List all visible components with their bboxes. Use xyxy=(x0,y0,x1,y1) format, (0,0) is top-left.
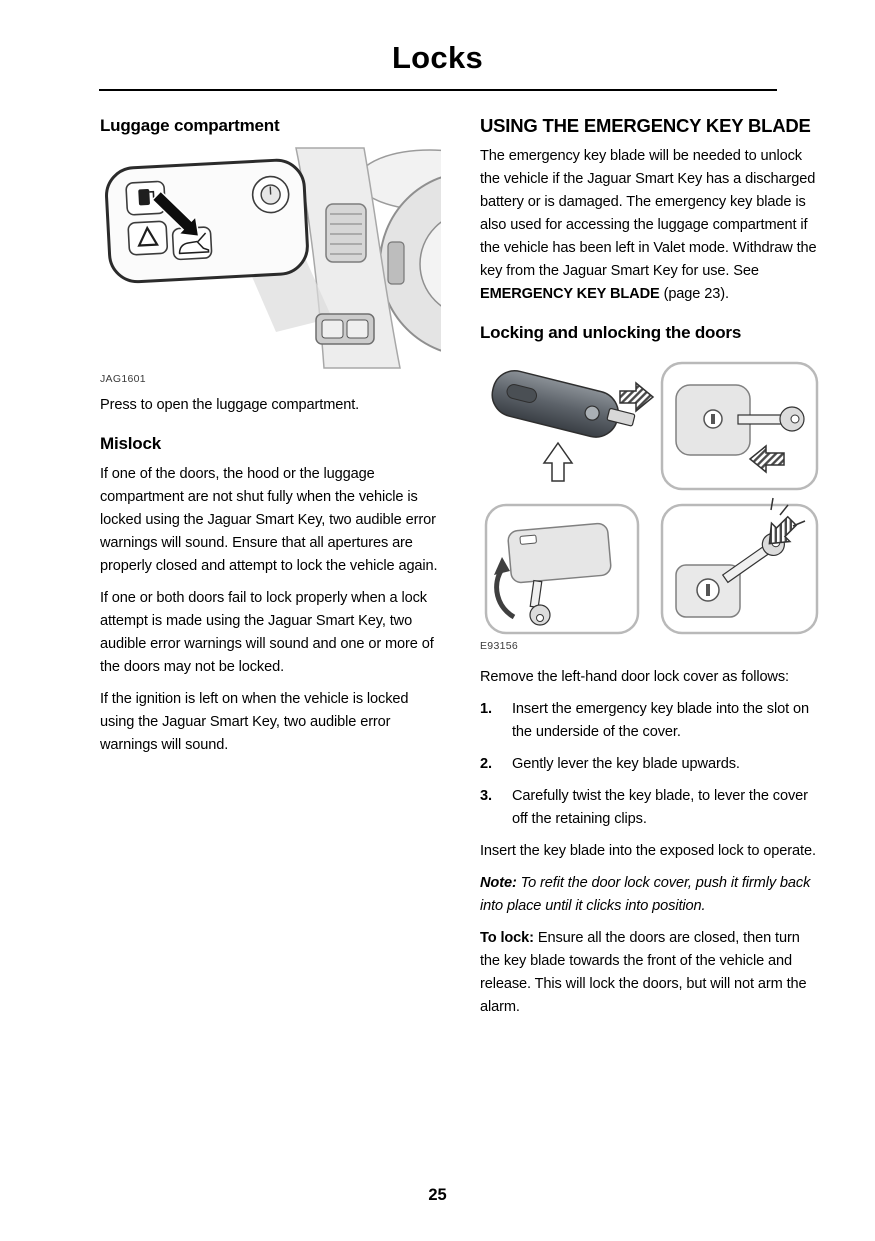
page-number: 25 xyxy=(428,1186,447,1204)
to-lock-text: Ensure all the doors are closed, then turn the key blade towards the front of the vehicle and release. This will lock the doors, but will not arm the alarm. xyxy=(480,930,807,1015)
title-divider xyxy=(99,89,777,91)
step-text: Insert the emergency key blade into the slot on the underside of the cover. xyxy=(512,701,809,740)
door-lock-cover xyxy=(507,523,611,584)
luggage-compartment-illustration xyxy=(100,146,441,370)
step-number: 1. xyxy=(480,701,492,717)
intro-text: The emergency key blade will be needed to unlock the vehicle if the Jaguar Smart Key has a discharged battery or is damaged. The emergency key blade is also used for accessing the luggage compartment if the vehicle has been left in Valet mode. Withdraw the key from the Jaguar Smart Key for use. See xyxy=(480,148,817,279)
air-vent-shape xyxy=(326,204,366,262)
instruction-list xyxy=(480,698,821,831)
intro-bold-reference: EMERGENCY KEY BLADE xyxy=(480,286,660,302)
note-paragraph xyxy=(480,872,821,918)
figure-label: JAG1601 xyxy=(100,373,146,385)
withdraw-arrow-icon xyxy=(620,383,653,411)
page-title: Locks xyxy=(391,40,484,75)
intro-paragraph xyxy=(480,145,821,306)
left-column xyxy=(100,115,441,1028)
heading-using-emergency-key-blade: USING THE EMERGENCY KEY BLADE xyxy=(480,115,811,136)
insert-operate-text: Insert the key blade into the exposed lock to operate. xyxy=(480,843,816,859)
to-lock-label: To lock: xyxy=(480,930,534,946)
step-number: 2. xyxy=(480,756,492,772)
note-text: To refit the door lock cover, push it firmly back into place until it clicks into position. xyxy=(480,875,811,914)
intro-page-reference: (page 23). xyxy=(659,286,729,302)
right-column xyxy=(480,115,821,1028)
panel-lever-cover xyxy=(486,505,638,633)
remove-intro: Remove the left-hand door lock cover as follows: xyxy=(480,669,789,685)
list-item xyxy=(480,698,821,744)
up-arrow-icon xyxy=(544,443,572,481)
key-blade-usage-illustration xyxy=(480,359,821,637)
step-number: 3. xyxy=(480,788,492,804)
switch-panel-callout xyxy=(105,159,309,283)
heading-mislock: Mislock xyxy=(100,434,161,453)
note-label: Note: xyxy=(480,875,517,891)
figure-luggage-switch xyxy=(100,146,441,385)
mislock-paragraph: If the ignition is left on when the vehicle is locked using the Jaguar Smart Key, two audible error warnings will sound. xyxy=(100,691,409,753)
to-lock-paragraph xyxy=(480,927,821,1019)
step-text: Carefully twist the key blade, to lever the cover off the retaining clips. xyxy=(512,788,808,827)
key-blade xyxy=(738,415,784,424)
luggage-caption: Press to open the luggage compartment. xyxy=(100,397,360,413)
step-text: Gently lever the key blade upwards. xyxy=(512,756,740,772)
figure-key-blade xyxy=(480,359,821,652)
smart-key-fob xyxy=(488,366,639,445)
figure-label: E93156 xyxy=(480,640,519,652)
panel-turn-lock xyxy=(662,498,817,633)
hazard-button-icon xyxy=(128,221,168,255)
heading-luggage-compartment: Luggage compartment xyxy=(100,116,280,135)
list-item xyxy=(480,785,821,831)
panel-insert-key xyxy=(662,363,817,489)
heading-locking-unlocking-doors: Locking and unlocking the doors xyxy=(480,323,742,342)
mislock-paragraph: If one or both doors fail to lock properly when a lock attempt is made using the Jaguar Smart Key, two audible error warnings will sound and one or more of the doors may not be locked. xyxy=(100,590,434,675)
mislock-paragraph: If one of the doors, the hood or the luggage compartment are not shut fully when the vehicle is locked using the Jaguar Smart Key, two audible error warnings will sound. Ensure that all apertures are properly closed and attempt to lock the vehicle again. xyxy=(100,466,438,574)
content-columns xyxy=(0,115,875,1028)
list-item xyxy=(480,753,821,776)
